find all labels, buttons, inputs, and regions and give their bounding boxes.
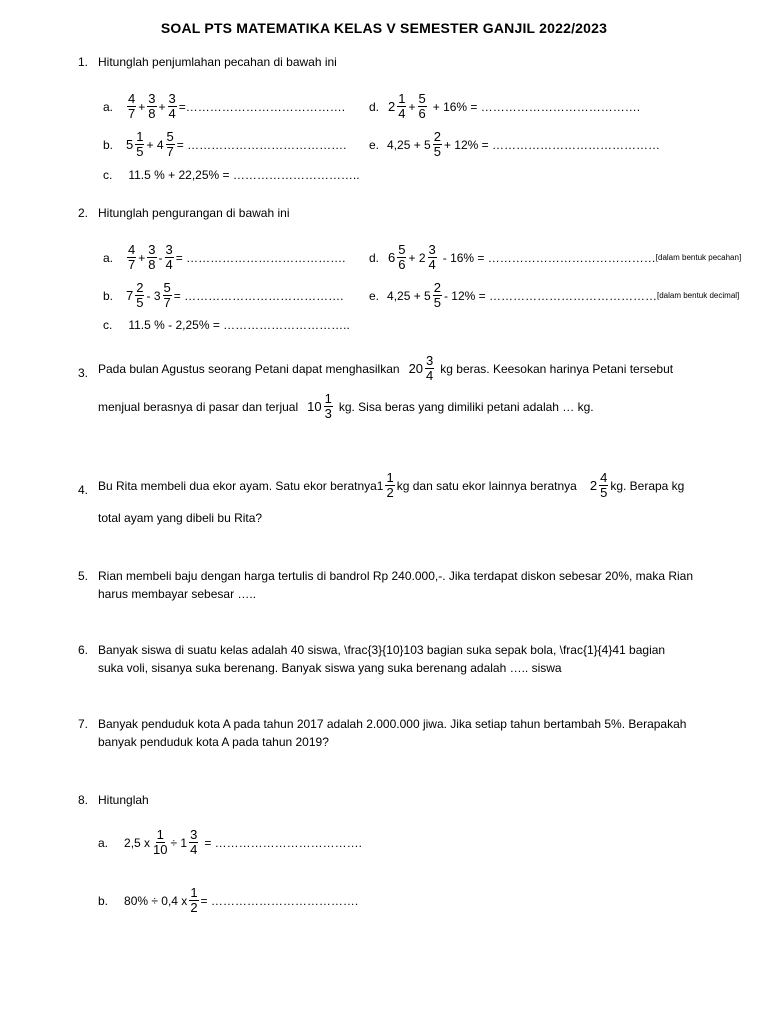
fraction: $\frac{3}{4}$: [190, 827, 198, 857]
q7-number: 7.: [77, 717, 88, 731]
q2-a: [103, 243, 345, 272]
fraction: $\frac{3}{8}$: [148, 91, 156, 121]
answer-blank: - 12% = ……………………………………: [443, 288, 657, 303]
q1-a: [103, 92, 345, 121]
fraction: $\frac{1}{5}$: [136, 129, 144, 159]
answer-blank: = ………………………………….: [173, 288, 344, 303]
fraction: $\frac{1}{2}$: [386, 470, 394, 500]
q2-b: [103, 281, 343, 310]
expression: 4,25 + 5: [387, 137, 431, 152]
q2-b-label: b.: [103, 288, 114, 303]
q8-b: [98, 886, 358, 915]
q1-e: [369, 130, 660, 159]
plus-sign: +: [138, 99, 146, 114]
q3-line2: [98, 392, 594, 421]
q2-number: 2.: [77, 206, 88, 220]
fraction: $\frac{1}{10}$: [153, 827, 168, 857]
whole-number: 7: [126, 288, 134, 303]
question-text: menjual berasnya di pasar dan terjual: [98, 399, 299, 414]
plus-sign: + 2: [408, 250, 426, 265]
fraction: $\frac{3}{4}$: [165, 242, 173, 272]
whole-number: 2: [388, 99, 396, 114]
q8-a: [98, 828, 362, 857]
expression: 4,25 + 5: [387, 288, 431, 303]
q4-number: 4.: [77, 483, 88, 497]
q6-line2: suka voli, sisanya suka berenang. Banyak siswa yang suka berenang adalah ….. siswa: [98, 661, 562, 675]
q1-d: [369, 92, 640, 121]
expression: 2,5 x: [124, 835, 151, 850]
q5-line2: harus membayar sebesar …..: [98, 587, 257, 601]
fraction: $\frac{4}{5}$: [600, 470, 608, 500]
answer-blank: =………………………………….: [178, 99, 346, 114]
fraction: $\frac{3}{8}$: [148, 242, 156, 272]
expression: 11.5 % - 2,25% = …………………………..: [128, 318, 350, 332]
q1-b: [103, 130, 346, 159]
fraction: $\frac{4}{7}$: [128, 91, 136, 121]
fraction: $\frac{4}{7}$: [128, 242, 136, 272]
whole-number: 6: [388, 250, 396, 265]
q2-d-label: d.: [369, 250, 380, 265]
answer-note: [dalam bentuk pecahan]: [655, 253, 742, 262]
q2-text: Hitunglah pengurangan di bawah ini: [98, 206, 290, 220]
minus-sign: -: [158, 250, 163, 265]
q4-line2: total ayam yang dibeli bu Rita?: [98, 511, 263, 525]
plus-sign: +: [158, 99, 166, 114]
q2-a-label: a.: [103, 250, 114, 265]
question-text: Pada bulan Agustus seorang Petani dapat menghasilkan: [98, 361, 400, 376]
q2-c-label: c.: [103, 318, 113, 332]
question-text: kg. Sisa beras yang dimiliki petani adalah … kg.: [338, 399, 594, 414]
q2-d: [369, 243, 741, 272]
whole-number: 10: [307, 399, 322, 414]
fraction: $\frac{1}{2}$: [190, 885, 198, 915]
minus-sign: - 3: [146, 288, 161, 303]
answer-blank: = ……………………………….: [200, 893, 359, 908]
answer-blank: - 16% = ……………………………………: [442, 250, 656, 265]
q1-e-label: e.: [369, 137, 380, 152]
fraction: $\frac{1}{4}$: [398, 91, 406, 121]
q3-line1: [98, 354, 673, 383]
q8-a-label: a.: [98, 835, 109, 850]
q1-c-label: c.: [103, 168, 113, 182]
answer-blank: + 16% = ………………………………….: [432, 99, 641, 114]
q2-e-label: e.: [369, 288, 380, 303]
q1-a-label: a.: [103, 99, 114, 114]
fraction: $\frac{5}{7}$: [166, 129, 174, 159]
answer-blank: = ……………………………….: [204, 835, 363, 850]
question-text: Bu Rita membeli dua ekor ayam. Satu ekor beratnya1: [98, 478, 384, 493]
q8-number: 8.: [77, 793, 88, 807]
fraction: $\frac{2}{5}$: [136, 280, 144, 310]
q1-c: [103, 168, 360, 182]
question-text: kg dan satu ekor lainnya beratnya: [396, 478, 577, 493]
plus-sign: + 4: [146, 137, 164, 152]
answer-blank: = ………………………………….: [175, 250, 346, 265]
q8-b-label: b.: [98, 893, 109, 908]
answer-blank: = ………………………………….: [176, 137, 347, 152]
q3-number: 3.: [77, 366, 88, 380]
whole-number: 5: [126, 137, 134, 152]
page-title: SOAL PTS MATEMATIKA KELAS V SEMESTER GANJIL 2022/2023: [160, 20, 608, 36]
q1-b-label: b.: [103, 137, 114, 152]
q2-c: [103, 318, 350, 332]
q1-d-label: d.: [369, 99, 380, 114]
q5-number: 5.: [77, 569, 88, 583]
q2-e: [369, 281, 739, 310]
fraction: $\frac{2}{5}$: [433, 129, 441, 159]
plus-sign: +: [408, 99, 416, 114]
expression: 80% ÷ 0,4 x: [124, 893, 188, 908]
q5-line1: Rian membeli baju dengan harga tertulis di bandrol Rp 240.000,-. Jika terdapat diskon sebesar 20%, maka Rian: [98, 569, 694, 583]
whole-number: 2: [589, 478, 598, 493]
q1-number: 1.: [77, 55, 88, 69]
q8-text: Hitunglah: [98, 793, 149, 807]
question-text: kg. Berapa kg: [610, 478, 685, 493]
q7-line1: Banyak penduduk kota A pada tahun 2017 adalah 2.000.000 jiwa. Jika setiap tahun bertambah 5%. Berapakah: [98, 717, 687, 731]
q6-line1: Banyak siswa di suatu kelas adalah 40 siswa, \frac{3}{10}103 bagian suka sepak bola, \frac{1}{4}41 bagian: [98, 643, 666, 657]
q6-number: 6.: [77, 643, 88, 657]
fraction: $\frac{3}{4}$: [428, 242, 436, 272]
fraction: $\frac{2}{5}$: [433, 280, 441, 310]
q4-line1: [98, 471, 684, 500]
answer-note: [dalam bentuk decimal]: [657, 291, 740, 300]
whole-number: 20: [408, 361, 424, 376]
plus-sign: +: [138, 250, 146, 265]
fraction: $\frac{5}{6}$: [398, 242, 406, 272]
fraction: $\frac{5}{7}$: [163, 280, 171, 310]
fraction: $\frac{1}{3}$: [324, 391, 332, 421]
q1-text: Hitunglah penjumlahan pecahan di bawah ini: [98, 55, 337, 69]
question-text: kg beras. Keesokan harinya Petani tersebut: [440, 361, 674, 376]
answer-blank: + 12% = ……………………………………: [443, 137, 661, 152]
fraction: $\frac{5}{6}$: [418, 91, 426, 121]
q7-line2: banyak penduduk kota A pada tahun 2019?: [98, 735, 329, 749]
fraction: $\frac{3}{4}$: [426, 353, 434, 383]
divide-sign: ÷ 1: [170, 835, 188, 850]
expression: 11.5 % + 22,25% = …………………………..: [128, 168, 360, 182]
fraction: $\frac{3}{4}$: [168, 91, 176, 121]
